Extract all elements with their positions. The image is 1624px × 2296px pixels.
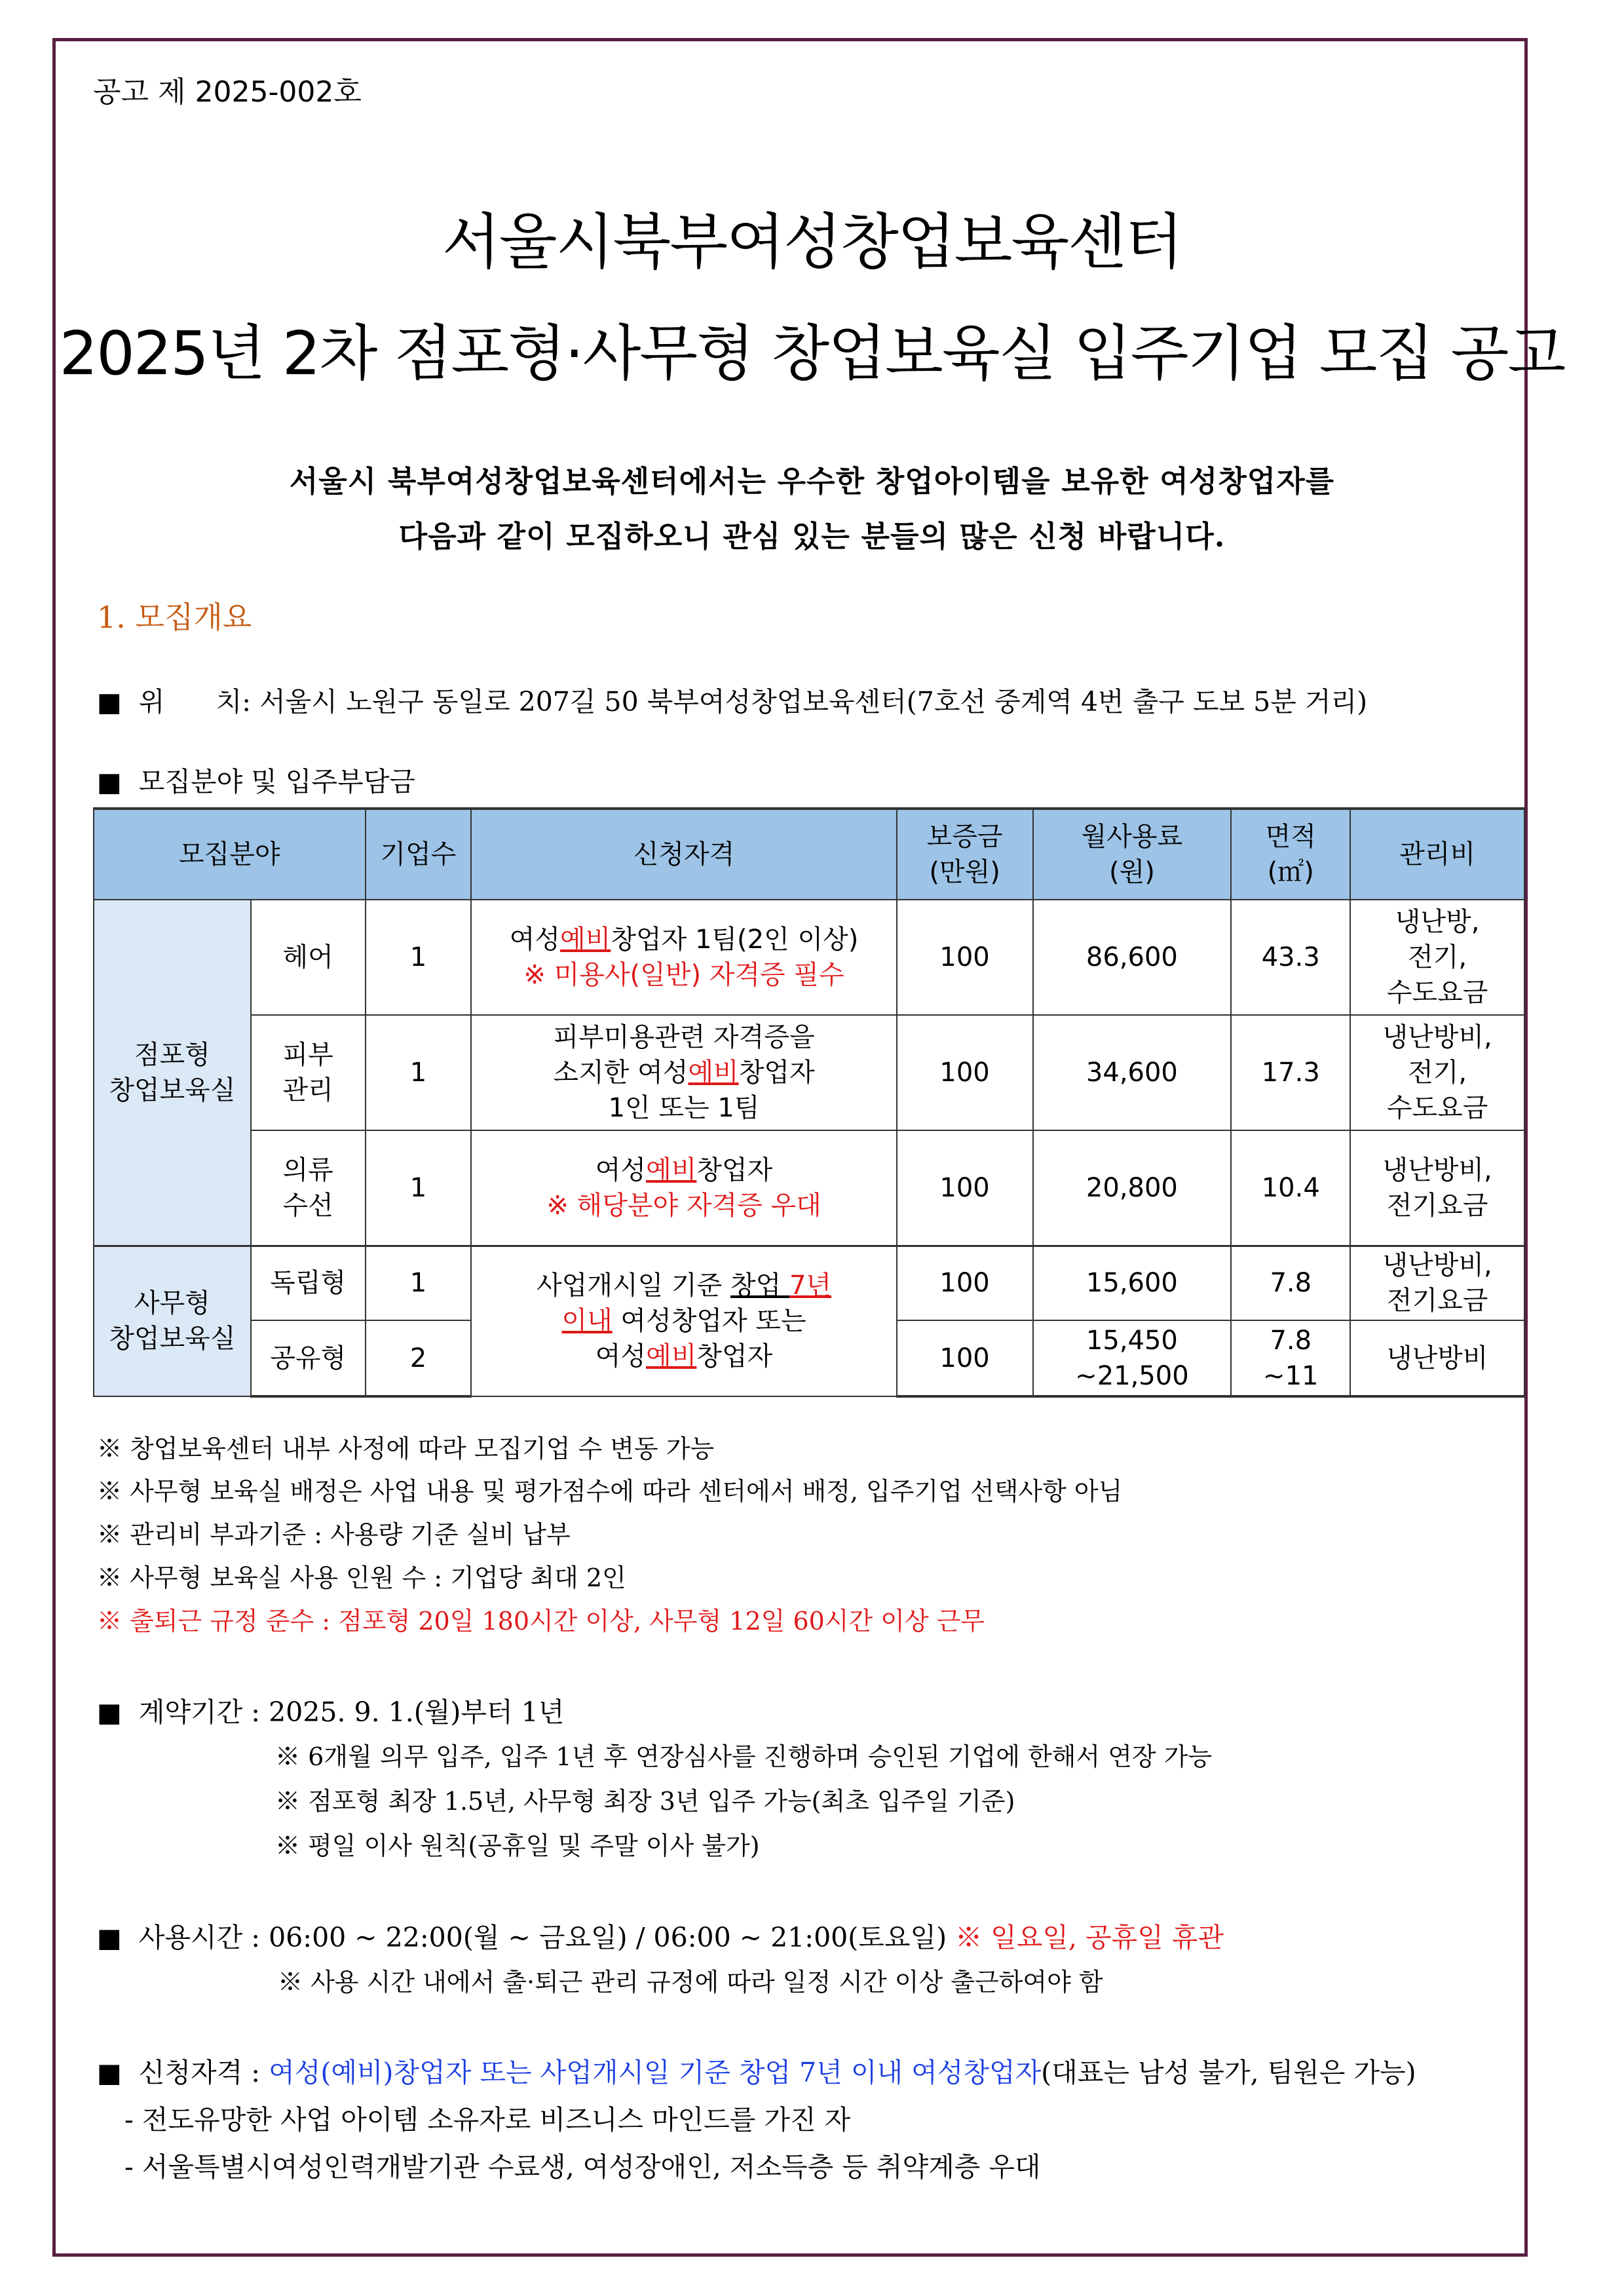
qualification-item: - 서울특별시여성인력개발기관 수료생, 여성장애인, 저소득층 등 취약계층 우대 bbox=[124, 2151, 1041, 2183]
count-cell: 2 bbox=[366, 1320, 472, 1396]
page-title-line2: 2025년 2차 점포형·사무형 창업보육실 입주기업 모집 공고 bbox=[59, 318, 1565, 389]
count-cell: 1 bbox=[366, 900, 472, 1015]
area-cell: 7.8 ~11 bbox=[1231, 1320, 1350, 1396]
fee-cell: 15,600 bbox=[1033, 1246, 1232, 1320]
management-cell: 냉난방비, 전기요금 bbox=[1350, 1246, 1524, 1320]
count-cell: 1 bbox=[366, 1130, 472, 1246]
location-value: : 서울시 노원구 동일로 207길 50 북부여성창업보육센터(7호선 중계역 4번 출구 도보 5분 거리) bbox=[242, 686, 1368, 718]
qualification-label: 신청자격 : bbox=[138, 2057, 269, 2088]
management-cell: 냉난방비, 전기, 수도요금 bbox=[1350, 1015, 1524, 1130]
qualification-item: - 전도유망한 사업 아이템 소유자로 비즈니스 마인드를 가진 자 bbox=[124, 2104, 851, 2135]
deposit-cell: 100 bbox=[897, 1246, 1033, 1320]
intro-line1: 서울시 북부여성창업보육센터에서는 우수한 창업아이템을 보유한 여성창업자를 bbox=[289, 464, 1335, 499]
qualification-cell-office: 사업개시일 기준 창업 7년 이내 여성창업자 또는 여성예비창업자 bbox=[471, 1246, 896, 1396]
table-row bbox=[94, 1015, 1524, 1130]
group-office-type: 사무형 창업보육실 bbox=[94, 1246, 251, 1396]
fee-cell: 20,800 bbox=[1033, 1130, 1232, 1246]
note-item: ※ 사무형 보육실 배정은 사업 내용 및 평가점수에 따라 센터에서 배정, 입주기업 선택사항 아님 bbox=[97, 1477, 1123, 1506]
field-cell: 헤어 bbox=[251, 900, 366, 1015]
bullet-square-icon: ■ bbox=[97, 1698, 122, 1728]
header-monthly-fee: 월사용료 (원) bbox=[1033, 809, 1232, 900]
note-item: ※ 창업보육센터 내부 사정에 따라 모집기업 수 변동 가능 bbox=[97, 1434, 715, 1463]
qualification-rest: (대표는 남성 불가, 팀원은 가능) bbox=[1041, 2057, 1416, 2088]
management-cell: 냉난방비, 전기요금 bbox=[1350, 1130, 1524, 1246]
note-item: ※ 관리비 부과기준 : 사용량 기준 실비 납부 bbox=[97, 1520, 571, 1549]
table-row bbox=[94, 1130, 1524, 1246]
header-qualification: 신청자격 bbox=[471, 809, 896, 900]
table-row bbox=[94, 900, 1524, 1015]
contract-note: ※ 점포형 최장 1.5년, 사무형 최장 3년 입주 가능(최초 입주일 기준) bbox=[275, 1787, 1015, 1816]
note-item: ※ 사무형 보육실 사용 인원 수 : 기업당 최대 2인 bbox=[97, 1563, 626, 1592]
contract-line bbox=[97, 1691, 564, 1729]
count-cell: 1 bbox=[366, 1246, 472, 1320]
group-store-type: 점포형 창업보육실 bbox=[94, 900, 251, 1246]
fee-cell: 15,450 ~21,500 bbox=[1033, 1320, 1232, 1396]
count-cell: 1 bbox=[366, 1015, 472, 1130]
management-cell: 냉난방비 bbox=[1350, 1320, 1524, 1396]
table-title-line bbox=[97, 760, 415, 799]
fee-cell: 34,600 bbox=[1033, 1015, 1232, 1130]
field-cell: 독립형 bbox=[251, 1246, 366, 1320]
field-cell: 피부 관리 bbox=[251, 1015, 366, 1130]
bullet-square-icon: ■ bbox=[97, 2058, 122, 2088]
contract-period: 계약기간 : 2025. 9. 1.(월)부터 1년 bbox=[138, 1696, 565, 1728]
bullet-square-icon: ■ bbox=[97, 1923, 122, 1953]
table-title: 모집분야 및 입주부담금 bbox=[138, 766, 415, 797]
field-cell: 공유형 bbox=[251, 1320, 366, 1396]
header-count: 기업수 bbox=[366, 809, 472, 900]
qualification-note: ※ 해당분야 자격증 우대 bbox=[546, 1190, 821, 1221]
area-cell: 43.3 bbox=[1231, 900, 1350, 1015]
table-header-row bbox=[94, 809, 1524, 900]
bullet-square-icon: ■ bbox=[97, 767, 122, 797]
recruitment-table bbox=[93, 807, 1525, 1398]
section-heading: 1. 모집개요 bbox=[97, 600, 252, 635]
qualification-line bbox=[97, 2051, 1416, 2090]
table-row bbox=[94, 1246, 1524, 1320]
qualification-cell: 여성예비창업자 1팀(2인 이상) ※ 미용사(일반) 자격증 필수 bbox=[471, 900, 896, 1015]
fee-cell: 86,600 bbox=[1033, 900, 1232, 1015]
qualification-note: ※ 미용사(일반) 자격증 필수 bbox=[523, 960, 844, 990]
contract-note: ※ 6개월 의무 입주, 입주 1년 후 연장심사를 진행하며 승인된 기업에 한해서 연장 가능 bbox=[275, 1742, 1213, 1771]
qualification-cell: 여성예비창업자 ※ 해당분야 자격증 우대 bbox=[471, 1130, 896, 1246]
usage-hours: 사용시간 : 06:00 ~ 22:00(월 ~ 금요일) / 06:00 ~ 21:00(토요일) bbox=[138, 1922, 956, 1953]
location-label: 위 치 bbox=[138, 686, 242, 718]
management-cell: 냉난방, 전기, 수도요금 bbox=[1350, 900, 1524, 1015]
notice-number: 공고 제 2025-002호 bbox=[93, 75, 362, 109]
intro-line2: 다음과 같이 모집하오니 관심 있는 분들의 많은 신청 바랍니다. bbox=[398, 519, 1226, 554]
deposit-cell: 100 bbox=[897, 1320, 1033, 1396]
area-cell: 10.4 bbox=[1231, 1130, 1350, 1246]
location-line bbox=[97, 680, 1367, 719]
header-field: 모집분야 bbox=[94, 809, 366, 900]
deposit-cell: 100 bbox=[897, 1130, 1033, 1246]
note-item-attendance: ※ 출퇴근 규정 준수 : 점포형 20일 180시간 이상, 사무형 12일 60시간 이상 근무 bbox=[97, 1607, 985, 1636]
deposit-cell: 100 bbox=[897, 1015, 1033, 1130]
area-cell: 17.3 bbox=[1231, 1015, 1350, 1130]
usage-closed: ※ 일요일, 공휴일 휴관 bbox=[955, 1922, 1224, 1953]
usage-note: ※ 사용 시간 내에서 출·퇴근 관리 규정에 따라 일정 시간 이상 출근하여야 함 bbox=[278, 1968, 1103, 1997]
header-deposit: 보증금 (만원) bbox=[897, 809, 1033, 900]
header-area: 면적 (㎡) bbox=[1231, 809, 1350, 900]
usage-line bbox=[97, 1916, 1224, 1955]
area-cell: 7.8 bbox=[1231, 1246, 1350, 1320]
qualification-highlight: 여성(예비)창업자 또는 사업개시일 기준 창업 7년 이내 여성창업자 bbox=[269, 2057, 1042, 2088]
page-title-line1: 서울시북부여성창업보육센터 bbox=[442, 207, 1182, 277]
bullet-square-icon: ■ bbox=[97, 687, 122, 718]
contract-note: ※ 평일 이사 원칙(공휴일 및 주말 이사 불가) bbox=[275, 1831, 760, 1860]
deposit-cell: 100 bbox=[897, 900, 1033, 1015]
field-cell: 의류 수선 bbox=[251, 1130, 366, 1246]
qualification-cell: 피부미용관련 자격증을 소지한 여성예비창업자 1인 또는 1팀 bbox=[471, 1015, 896, 1130]
header-management: 관리비 bbox=[1350, 809, 1524, 900]
